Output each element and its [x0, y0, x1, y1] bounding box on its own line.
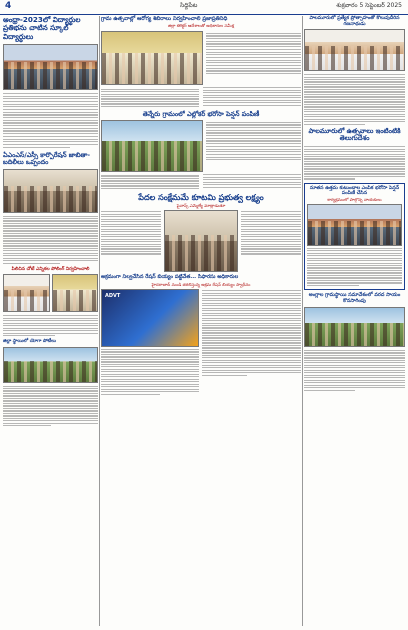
column-right — [304, 16, 405, 628]
story-headline: పాలమూరులో ఉత్సవాలు ఇంటింటికి తెలుగుదేశం — [308, 126, 401, 143]
story-headline: అంగ్లాల గ్రామస్థాయి సమావేశంలో వరద సాయం కొనసాగింపు — [308, 292, 401, 305]
masthead — [0, 0, 408, 15]
top-subheadline: జిల్లా కలెక్టర్ ఆదేశాలతో అధికారుల సమీక్ష — [167, 23, 235, 29]
news-photo — [3, 347, 98, 383]
news-photo — [3, 169, 98, 213]
ad-label: ADVT — [105, 292, 121, 299]
article-body — [304, 74, 405, 125]
column-center — [101, 16, 301, 628]
story-headline: తెన్నేరు గ్రామంలో ఎల్లోకర్ భరోసా పెన్షన్ పంపిణీ — [142, 109, 260, 118]
top-headline: గ్రామ ఉత్సవాల్లో ఆరోగ్య శిబిరాలు నిర్వహించాలి ప్రజాప్రతినిధి — [101, 16, 228, 22]
article-body — [307, 248, 402, 286]
article-body — [202, 289, 301, 396]
story-headline: ఏఎంఎస్/ఎస్సీ కార్పొరేషన్ జాబితా-బదిలీలు ఒప్పందం — [3, 150, 91, 167]
article-body — [101, 210, 161, 272]
news-photo — [164, 210, 238, 272]
section-name: సిద్దిపేట — [180, 2, 198, 9]
story-subheadline: కార్యక్రమంలో పాల్గొన్న నాయకులు — [327, 196, 382, 202]
lead-headline: అంధ్రా-2023లో విద్యార్థుల ప్రతిభను చాటిన స్కూల్ విద్యార్థులు — [3, 15, 81, 41]
story-headline: జిల్లా స్థాయిలో యోగా పోటీలు — [3, 339, 57, 345]
article-body — [101, 87, 301, 108]
article-body — [3, 93, 98, 148]
advertisement — [101, 289, 199, 347]
edition-date: శుక్రవారం 5 సెప్టెంబర్ 2025 — [336, 2, 402, 9]
news-photo — [52, 274, 99, 312]
page-number: 4 — [5, 1, 12, 11]
story-headline: అక్రమంగా నిల్వచేసిన రేషన్ బియ్యం పట్టివేత... సిఫారసు అధికారుల — [101, 273, 239, 280]
column-divider — [302, 16, 303, 626]
story-subheadline: హైదరాబాద్ నుండి తరలిస్తున్న అక్రమ రేషన్ బియ్యం స్వాధీనం — [151, 281, 251, 287]
story-headline: పేదల సంక్షేమమే కూటమి ప్రభుత్వ లక్ష్యం — [138, 192, 264, 202]
column-left — [3, 16, 98, 628]
story-headline: నూతన ఉత్తమ కుటుంబాల ఎంపిక భరోసా పెన్షన్ పంపిణీ చేసిన — [309, 185, 400, 197]
article-body — [3, 216, 98, 264]
article-body — [101, 349, 199, 395]
article-body — [3, 386, 98, 427]
news-photo — [3, 274, 50, 312]
news-photo — [101, 31, 203, 85]
boxed-story — [304, 183, 405, 291]
article-body — [304, 350, 405, 391]
article-body — [304, 146, 405, 179]
story-subheadline: ఫైనాన్స్ ఎమ్మెల్యే మాట్లాడుతూ — [176, 202, 226, 208]
article-body — [101, 174, 301, 190]
article-body — [241, 210, 301, 272]
article-body — [3, 315, 98, 336]
article-body — [206, 120, 301, 172]
news-photo — [304, 29, 405, 71]
story-headline: పిలిచిన చోటే ఎన్నికల పోలింగ్ నిర్వహించాలి — [11, 266, 90, 272]
news-photo — [307, 204, 402, 246]
story-headline: పాలమూరులో ప్రత్యేక ప్రోత్సాహంతో కొలువుదీరిన గణనాథుడు — [309, 16, 400, 27]
news-photo — [3, 44, 98, 90]
column-divider — [99, 16, 100, 626]
article-body — [206, 31, 301, 85]
news-photo — [304, 307, 405, 347]
news-photo — [101, 120, 203, 172]
